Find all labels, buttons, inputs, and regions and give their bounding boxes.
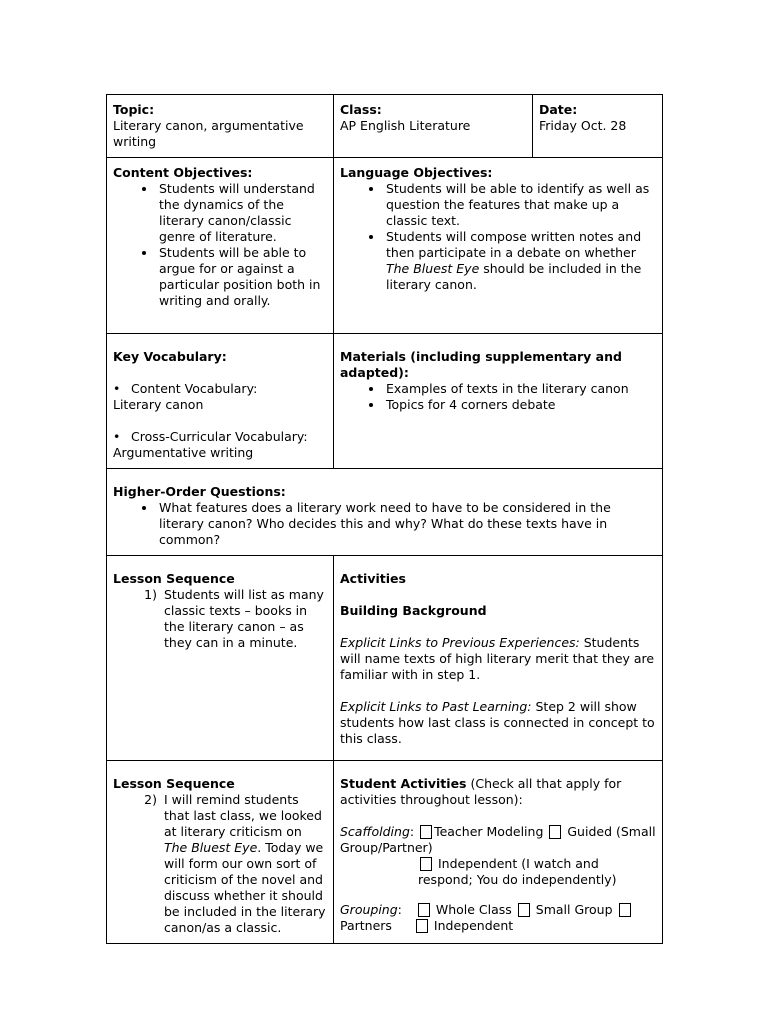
sequence-1-cell xyxy=(107,556,334,761)
vocabulary-row xyxy=(107,334,663,469)
content-objectives-label: Content Objectives: xyxy=(113,165,253,180)
past-learning xyxy=(340,699,656,747)
language-objective-item xyxy=(384,229,656,293)
higher-order-label: Higher-Order Questions: xyxy=(113,484,286,499)
whole-class-label: Whole Class xyxy=(435,902,512,917)
past-learning-text: Step 2 will show students how last class is connected in concept to this class. xyxy=(340,699,655,746)
materials-item: • Examples of texts in the literary canon xyxy=(384,381,656,397)
step-text xyxy=(164,792,327,936)
topic-cell xyxy=(107,95,334,158)
independent-scaffold-option xyxy=(340,856,656,888)
cross-vocab: • Cross-Curricular Vocabulary: xyxy=(113,429,308,444)
materials-label: Materials (including supplementary and adapted): xyxy=(340,349,622,380)
content-objectives-list xyxy=(113,181,327,309)
higher-order-row xyxy=(107,469,663,556)
language-objective-text: should be included in the literary canon. xyxy=(386,261,642,292)
vocabulary-label: Key Vocabulary: xyxy=(113,349,227,364)
grouping-options: Grouping: Whole Class Small Group xyxy=(340,902,656,918)
student-activities-note: (Check all that apply for activities throughout lesson): xyxy=(340,776,622,807)
partners-checkbox[interactable] xyxy=(619,903,631,917)
scaffolding-label: Scaffolding xyxy=(340,824,410,839)
cross-vocab-label: Cross-Curricular Vocabulary: xyxy=(131,429,308,444)
grouping-options-2 xyxy=(340,918,656,934)
language-objectives-label: Language Objectives: xyxy=(340,165,493,180)
content-objectives-cell xyxy=(107,158,334,334)
content-vocab-value: Literary canon xyxy=(113,397,204,412)
date-cell xyxy=(533,95,663,158)
sequence-1-row xyxy=(107,556,663,761)
higher-order-cell xyxy=(107,469,663,556)
student-activities-heading xyxy=(340,776,656,808)
content-vocab-label: Content Vocabulary: xyxy=(131,381,258,396)
step-text-part: . Today we will form our own sort of criticism of the novel and discuss whether it should be included in the literary canon/as a classic. xyxy=(164,840,326,935)
language-objective-item: • Students will be able to identify as well as question the features that make up a classic text. xyxy=(384,181,656,229)
previous-experiences-label: Explicit Links to Previous Experiences: xyxy=(340,635,580,650)
higher-order-list xyxy=(113,500,656,548)
sequence-1-label: Lesson Sequence xyxy=(113,571,235,586)
class-value: AP English Literature xyxy=(340,118,471,133)
small-group-checkbox[interactable] xyxy=(518,903,530,917)
class-cell xyxy=(334,95,533,158)
language-objective-text: Students will compose written notes and then participate in a debate on whether xyxy=(386,229,642,260)
topic-label: Topic: xyxy=(113,102,155,117)
previous-experiences xyxy=(340,635,656,683)
independent-group-label: Independent xyxy=(433,918,514,933)
activities-label: Activities xyxy=(340,571,406,586)
sequence-2-label: Lesson Sequence xyxy=(113,776,235,791)
independent-group-checkbox[interactable] xyxy=(416,919,428,933)
book-title: The Bluest Eye xyxy=(164,840,258,855)
small-group-label: Small Group xyxy=(535,902,613,917)
activities-cell xyxy=(334,556,663,761)
student-activities-cell xyxy=(334,761,663,944)
grouping-label: Grouping xyxy=(340,902,398,917)
sequence-2-step xyxy=(113,792,327,936)
header-row xyxy=(107,95,663,158)
previous-experiences-text: Students will name texts of high literary merit that they are familiar with in step 1. xyxy=(340,635,655,682)
sequence-1-step xyxy=(113,587,327,651)
date-value: Friday Oct. 28 xyxy=(539,118,627,133)
materials-item: • Topics for 4 corners debate xyxy=(384,397,656,413)
partners-label: Partners xyxy=(340,918,392,933)
scaffolding-options: Scaffolding: Teacher Modeling Guided (Small Group/Partner) xyxy=(340,824,656,855)
higher-order-item: • What features does a literary work need to have to be considered in the literary canon? Who decides this and why? What do these texts have in common? xyxy=(157,500,656,548)
building-background-label: Building Background xyxy=(340,603,487,618)
vocabulary-cell xyxy=(107,334,334,469)
objectives-row xyxy=(107,158,663,334)
step-text: Students will list as many classic texts – books in the literary canon – as they can in a minute. xyxy=(164,587,324,650)
materials-cell xyxy=(334,334,663,469)
guided-checkbox[interactable] xyxy=(549,825,561,839)
sequence-2-cell xyxy=(107,761,334,944)
sequence-2-row xyxy=(107,761,663,944)
independent-scaffold-checkbox[interactable] xyxy=(420,857,432,871)
independent-scaffold-label: Independent (I watch and respond; You do independently) xyxy=(418,856,617,887)
materials-list xyxy=(340,381,656,413)
class-label: Class: xyxy=(340,102,382,117)
lesson-plan-table xyxy=(106,94,663,944)
teacher-modeling-checkbox[interactable] xyxy=(420,825,432,839)
teacher-modeling-label: Teacher Modeling xyxy=(434,824,544,839)
language-objectives-cell xyxy=(334,158,663,334)
cross-vocab-value: Argumentative writing xyxy=(113,445,254,460)
whole-class-checkbox[interactable] xyxy=(418,903,430,917)
step-text-part: I will remind students that last class, we looked at literary criticism on xyxy=(164,792,322,839)
content-vocab: • Content Vocabulary: xyxy=(113,381,258,396)
book-title: The Bluest Eye xyxy=(386,261,480,276)
content-objective-item: • Students will be able to argue for or against a particular position both in writing and orally. xyxy=(157,245,327,309)
topic-value: Literary canon, argumentative writing xyxy=(113,118,304,149)
content-objective-item: • Students will understand the dynamics of the literary canon/classic genre of literature. xyxy=(157,181,327,245)
step-number: 1) xyxy=(144,587,157,602)
date-label: Date: xyxy=(539,102,578,117)
student-activities-label: Student Activities xyxy=(340,776,467,791)
language-objectives-list xyxy=(340,181,656,293)
past-learning-label: Explicit Links to Past Learning: xyxy=(340,699,532,714)
step-number: 2) xyxy=(144,792,157,807)
guided-label: Guided (Small Group/Partner) xyxy=(340,824,656,855)
